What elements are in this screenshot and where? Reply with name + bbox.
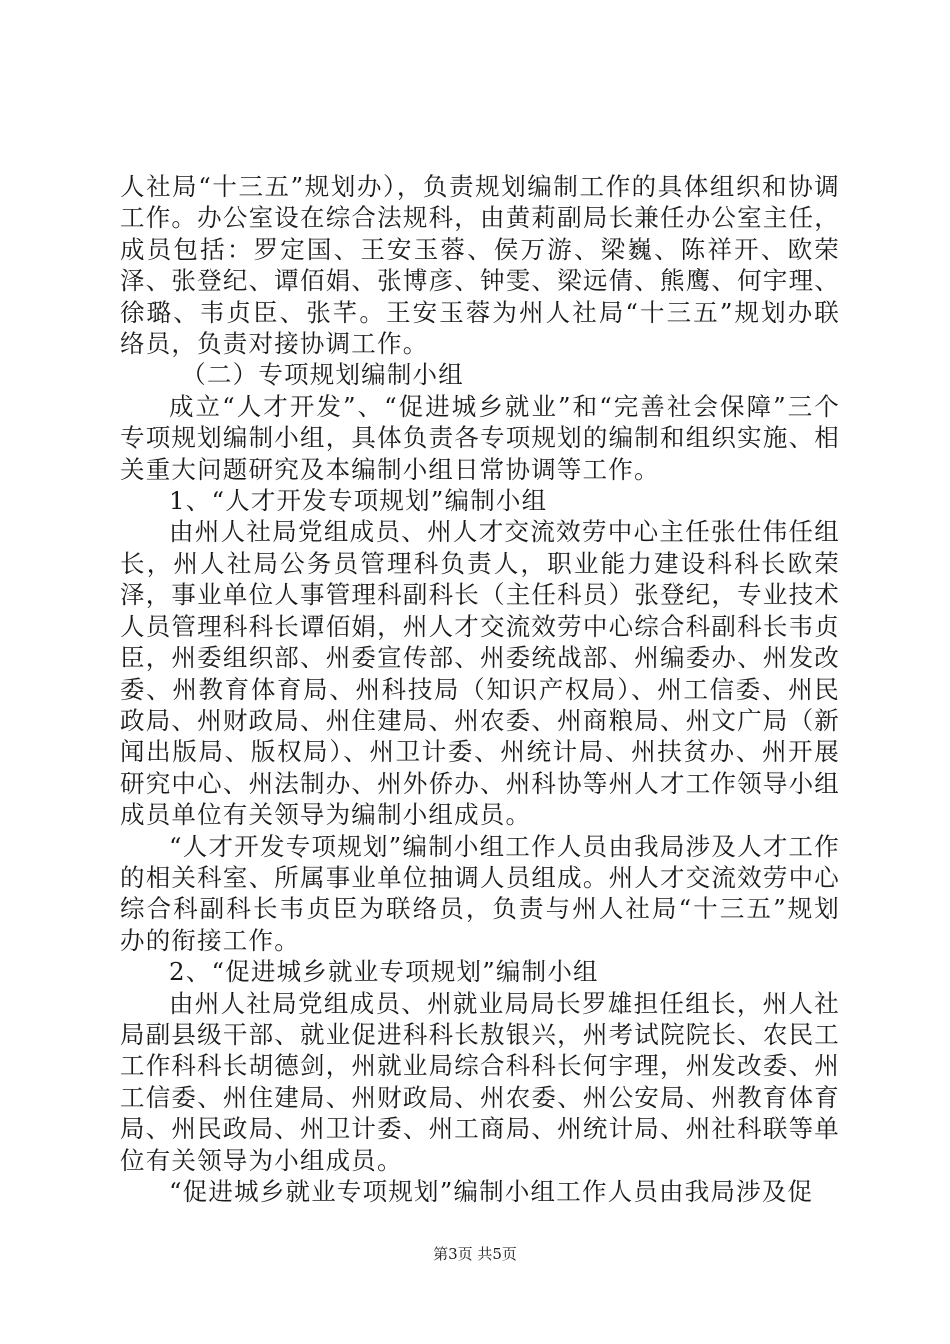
paragraph: “促进城乡就业专项规划”编制小组工作人员由我局涉及促 — [169, 1177, 814, 1206]
subsection-heading: 1、“人才开发专项规划”编制小组 — [169, 486, 548, 516]
page-footer: 第3页 共5页 — [433, 1245, 517, 1263]
section-heading: （二）专项规划编制小组 — [181, 360, 464, 390]
paragraph: 由州人社局党组成员、州人才交流效劳中心主任张仕伟任组长，州人社局公务员管理科负责人，职业能力建设科科长欧荣泽，事业单位人事管理科副科长（主任科员）张登纪，专业技术人员管理科科长谭佰娟，州人才交流效劳中心综合科副科长韦贞臣，州委组织部、州委宣传部、州委统战部、州编委办、州发改委、州教育体育局、州科技局（知识产权局）、州工信委、州民政局、州财政局、州住建局、州农委、州商粮局、州文广局（新闻出版局、版权局）、州卫计委、州统计局、州扶贫办、州开展研究中心、州法制办、州外侨办、州科协等州人才工作领导小组成员单位有关领导为编制小组成员。 — [120, 517, 840, 830]
paragraph: 成立“人才开发”、“促进城乡就业”和“完善社会保障”三个专项规划编制小组，具体负责各专项规划的编制和组织实施、相关重大问题研究及本编制小组日常协调等工作。 — [120, 391, 840, 484]
document-body — [120, 171, 840, 1207]
paragraph: “人才开发专项规划”编制小组工作人员由我局涉及人才工作的相关科室、所属事业单位抽调人员组成。州人才交流效劳中心综合科副科长韦贞臣为联络员，负责与州人社局“十三五”规划办的衔接工作。 — [120, 831, 840, 955]
subsection-heading: 2、“促进城乡就业专项规划”编制小组 — [169, 957, 599, 987]
paragraph: 由州人社局党组成员、州就业局局长罗雄担任组长，州人社局副县级干部、就业促进科科长敖银兴，州考试院院长、农民工工作科科长胡德剑，州就业局综合科科长何宇理，州发改委、州工信委、州住建局、州财政局、州农委、州公安局、州教育体育局、州民政局、州卫计委、州工商局、州统计局、州社科联等单位有关领导为小组成员。 — [120, 988, 840, 1175]
paragraph-continued: 人社局“十三五”规划办），负责规划编制工作的具体组织和协调工作。办公室设在综合法规科，由黄莉副局长兼任办公室主任，成员包括：罗定国、王安玉蓉、侯万游、梁巍、陈祥开、欧荣泽、张登纪、谭佰娟、张博彦、钟雯、梁远倩、熊鹰、何宇理、徐璐、韦贞臣、张芊。王安玉蓉为州人社局“十三五”规划办联络员，负责对接协调工作。 — [120, 172, 840, 359]
